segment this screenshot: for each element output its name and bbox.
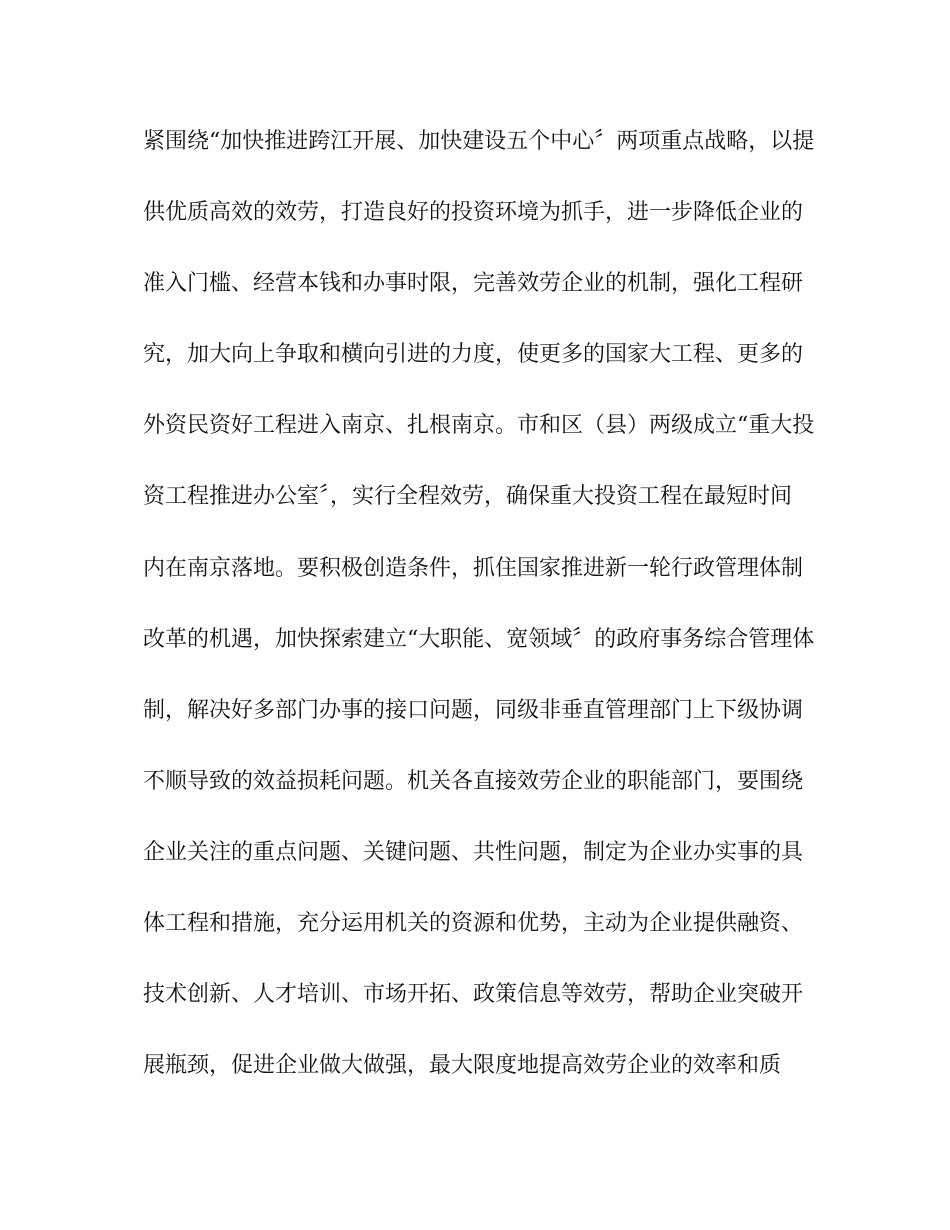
text-line-11: 企业关注的重点问题、关键问题、共性问题，制定为企业办实事的具 [143,839,804,865]
text-line-6: 资工程推进办公室〞，实行全程效劳，确保重大投资工程在最短时间 [143,484,793,510]
text-line-3: 准入门槛、经营本钱和办事时限，完善效劳企业的机制，强化工程研 [143,271,804,297]
text-line-7: 内在南京落地。要积极创造条件，抓住国家推进新一轮行政管理体制 [143,555,804,581]
text-line-5: 外资民资好工程进入南京、扎根南京。市和区（县）两级成立“重大投 [143,413,815,439]
text-line-12: 体工程和措施，充分运用机关的资源和优势，主动为企业提供融资、 [143,911,804,937]
text-line-8: 改革的机遇，加快探索建立“大职能、宽领域〞的政府事务综合管理体 [143,626,815,652]
text-line-13: 技术创新、人才培训、市场开拓、政策信息等效劳，帮助企业突破开 [143,982,804,1008]
text-line-2: 供优质高效的效劳，打造良好的投资环境为抓手，进一步降低企业的 [143,200,804,226]
text-line-4: 究，加大向上争取和横向引进的力度，使更多的国家大工程、更多的 [143,342,804,368]
text-line-9: 制，解决好多部门办事的接口问题，同级非垂直管理部门上下级协调 [143,697,804,723]
text-line-1: 紧围绕“加快推进跨江开展、加快建设五个中心〞两项重点战略，以提 [143,129,815,154]
body-paragraph [143,123,823,1118]
text-line-14: 展瓶颈，促进企业做大做强，最大限度地提高效劳企业的效率和质 [143,1053,782,1079]
text-line-10: 不顺导致的效益损耗问题。机关各直接效劳企业的职能部门，要围绕 [143,768,804,794]
